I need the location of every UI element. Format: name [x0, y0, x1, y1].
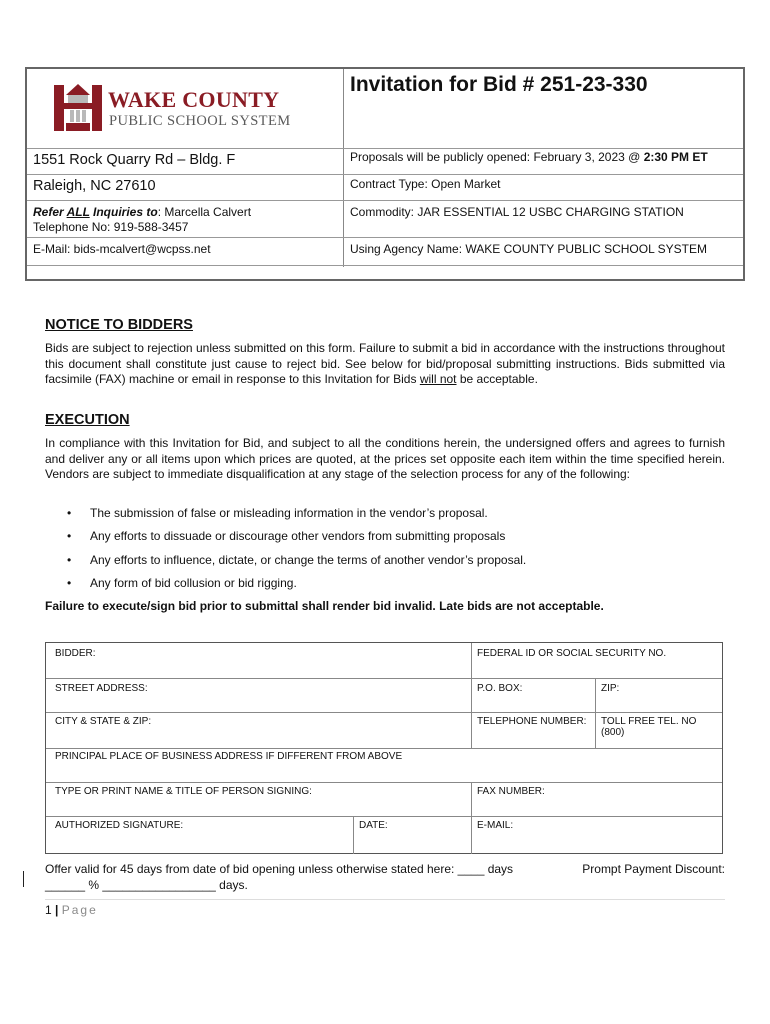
logo-subtitle: PUBLIC SCHOOL SYSTEM [109, 113, 291, 129]
late-bids-warning: Failure to execute/sign bid prior to submittal shall render bid invalid. Late bids are not acceptable. [45, 599, 604, 613]
contract-type: Contract Type: Open Market [350, 177, 501, 191]
list-item: • The submission of false or misleading information in the vendor’s proposal. [67, 506, 488, 520]
text-cursor [23, 871, 24, 887]
execution-heading: EXECUTION [45, 412, 130, 428]
list-item: • Any efforts to dissuade or discourage other vendors from submitting proposals [67, 529, 506, 543]
proposals-opened: Proposals will be publicly opened: February 3, 2023 @ 2:30 PM ET [350, 150, 708, 164]
fax-field[interactable]: FAX NUMBER: [477, 786, 545, 797]
telephone-number: Telephone No: 919-588-3457 [33, 220, 189, 234]
bidder-field[interactable]: BIDDER: [55, 648, 96, 659]
zip-field[interactable]: ZIP: [601, 683, 620, 694]
city-state-zip-field[interactable]: CITY & STATE & ZIP: [55, 716, 152, 727]
header-rule [27, 148, 743, 149]
bid-title: Invitation for Bid # 251-23-330 [350, 73, 648, 96]
po-box-field[interactable]: P.O. BOX: [477, 683, 523, 694]
commodity: Commodity: JAR ESSENTIAL 12 USBC CHARGING STATION [350, 205, 684, 219]
date-field[interactable]: DATE: [359, 820, 388, 831]
school-building-icon [54, 81, 104, 133]
page-number: 1 | Page [45, 903, 98, 917]
discount-terms: ______ % _________________ days. [45, 878, 248, 892]
street-address-field[interactable]: STREET ADDRESS: [55, 683, 148, 694]
list-item: • Any efforts to influence, dictate, or change the terms of another vendor’s proposal. [67, 553, 527, 567]
header-rule [27, 200, 743, 201]
logo-wordmark: WAKE COUNTY [108, 87, 280, 112]
telephone-field[interactable]: TELEPHONE NUMBER: [477, 716, 587, 727]
federal-id-field[interactable]: FEDERAL ID OR SOCIAL SECURITY NO. [477, 648, 667, 659]
principal-address-field[interactable]: PRINCIPAL PLACE OF BUSINESS ADDRESS IF DIFFERENT FROM ABOVE [55, 751, 403, 762]
offer-terms [45, 861, 725, 893]
contact-name: : Marcella Calvert [157, 205, 252, 219]
signature-field[interactable]: AUTHORIZED SIGNATURE: [55, 820, 184, 831]
address-line-1: 1551 Rock Quarry Rd – Bldg. F [33, 152, 236, 168]
execution-text: In compliance with this Invitation for Bid, and subject to all the conditions herein, the undersigned offers and agrees to furnish and deliver any or all items upon which prices are quoted, at the prices set opposite each item within the time specified herein. Vendors are subject to immediate disqualification at any stage of the selection process for any of the following: [45, 436, 725, 481]
header-rule [27, 265, 743, 266]
header-rule [27, 174, 343, 175]
notice-text: Bids are subject to rejection unless submitted on this form. Failure to submit a bid in accordance with the instructions throughout this document shall constitute just cause to reject bid. See below for bid/proposal submitting instructions. Bids submitted via facsimile (FAX) machine or email in response to this Invitation for Bids will not be acceptable. [45, 341, 725, 386]
signer-name-field[interactable]: TYPE OR PRINT NAME & TITLE OF PERSON SIGNING: [55, 786, 312, 797]
using-agency: Using Agency Name: WAKE COUNTY PUBLIC SCHOOL SYSTEM [350, 242, 707, 256]
header-rule [27, 237, 743, 238]
address-line-2: Raleigh, NC 27610 [33, 178, 156, 194]
toll-free-field[interactable]: TOLL FREE TEL. NO (800) [601, 716, 697, 738]
header-table [25, 67, 745, 281]
footer-divider [45, 899, 725, 900]
notice-heading: NOTICE TO BIDDERS [45, 317, 193, 333]
header-rule [343, 174, 743, 175]
list-item: • Any form of bid collusion or bid rigging. [67, 576, 297, 590]
wcpss-logo [54, 81, 304, 133]
bidder-form [45, 642, 723, 854]
prompt-payment-discount: Prompt Payment Discount: [582, 862, 725, 876]
email-field[interactable]: E-MAIL: [477, 820, 514, 831]
refer-inquiries: Refer ALL Inquiries to: Marcella Calvert [33, 205, 252, 219]
contact-email: E-Mail: bids-mcalvert@wcpss.net [33, 242, 211, 256]
offer-validity: Offer valid for 45 days from date of bid opening unless otherwise stated here: ____ days [45, 862, 514, 876]
